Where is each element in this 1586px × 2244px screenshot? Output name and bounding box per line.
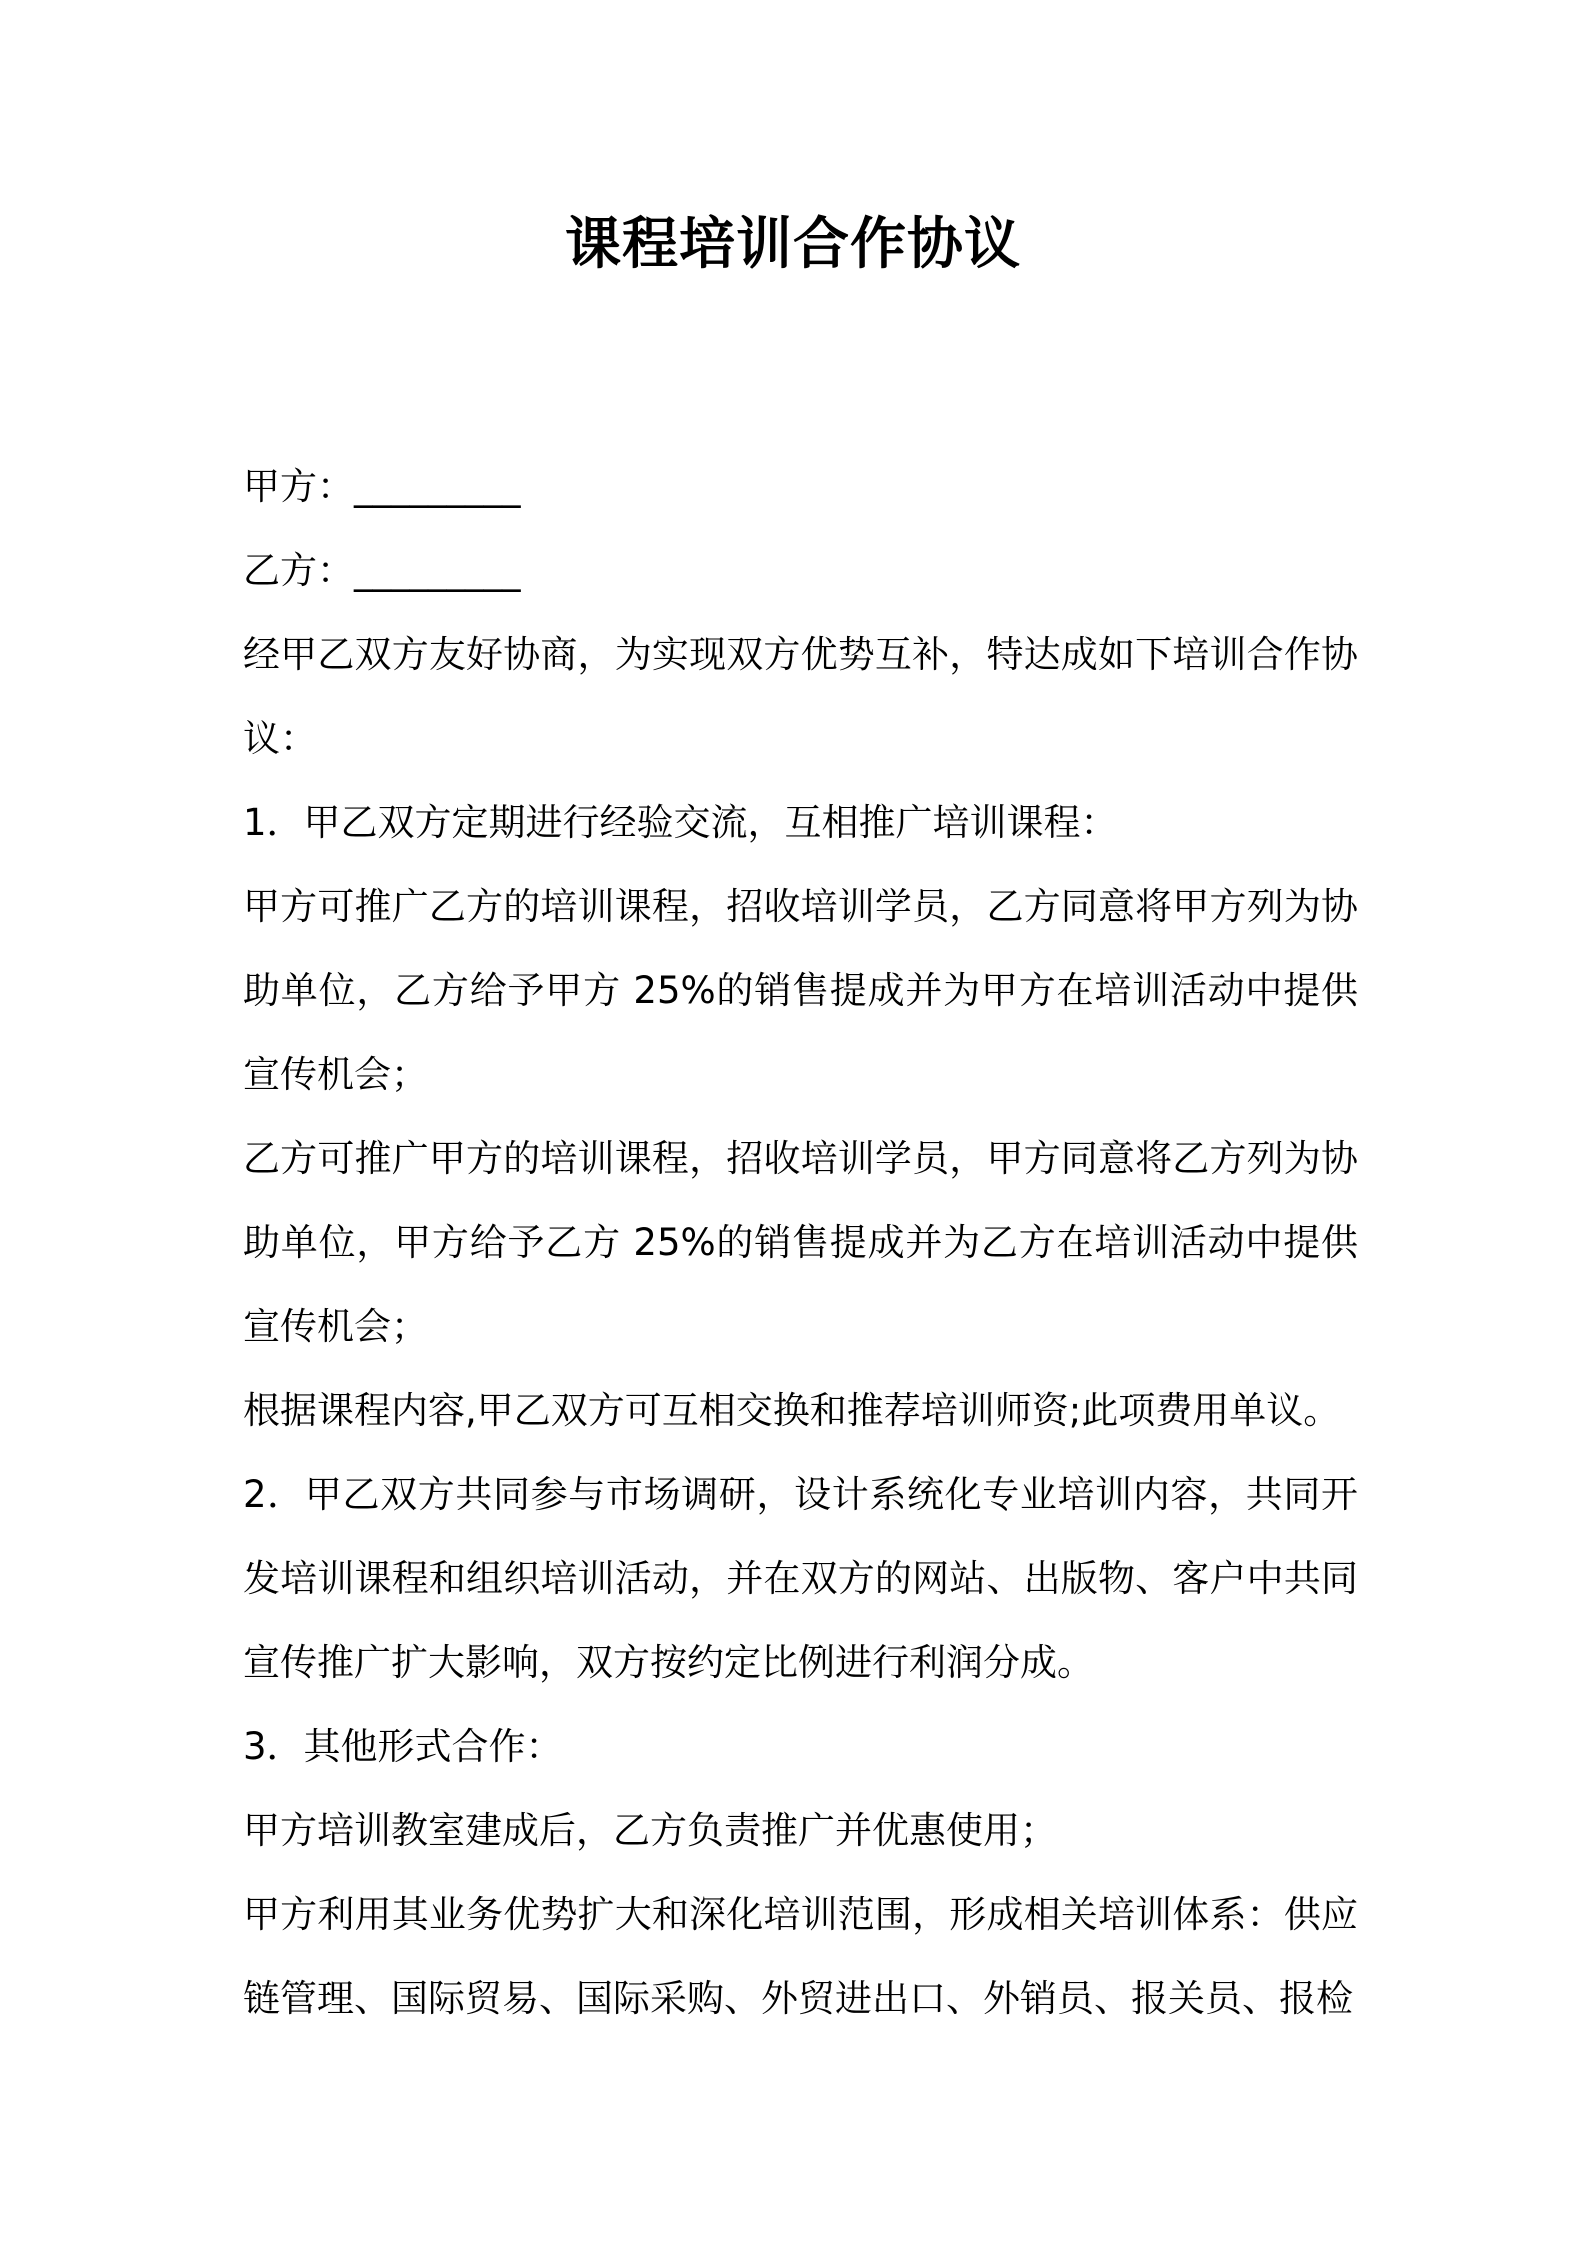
clause-3-heading: 3．其他形式合作： bbox=[243, 1725, 563, 1768]
party-a-line: 甲方：_________ bbox=[243, 465, 521, 508]
clause-1-party-a: 甲方可推广乙方的培训课程，招收培训学员，乙方同意将甲方列为协助单位，乙方给予甲方 25%的销售提成并为甲方在培训活动中提供宣传机会； bbox=[243, 885, 1358, 1096]
clause-1-instructors: 根据课程内容,甲乙双方可互相交换和推荐培训师资;此项费用单议。 bbox=[243, 1389, 1341, 1432]
document-title: 课程培训合作协议 bbox=[565, 212, 1021, 277]
document-body bbox=[243, 445, 1358, 2041]
clause-1-heading: 1．甲乙双方定期进行经验交流，互相推广培训课程： bbox=[243, 801, 1118, 844]
intro-paragraph: 经甲乙双方友好协商，为实现双方优势互补，特达成如下培训合作协议： bbox=[243, 633, 1358, 760]
party-b-line: 乙方：_________ bbox=[243, 549, 521, 592]
clause-2-paragraph: 2．甲乙双方共同参与市场调研，设计系统化专业培训内容，共同开发培训课程和组织培训活动，并在双方的网站、出版物、客户中共同宣传推广扩大影响，双方按约定比例进行利润分成。 bbox=[243, 1473, 1358, 1684]
clause-1-party-b: 乙方可推广甲方的培训课程，招收培训学员，甲方同意将乙方列为协助单位，甲方给予乙方 25%的销售提成并为乙方在培训活动中提供宣传机会； bbox=[243, 1137, 1358, 1348]
clause-3-training-system: 甲方利用其业务优势扩大和深化培训范围，形成相关培训体系：供应链管理、国际贸易、国际采购、外贸进出口、外销员、报关员、报检 bbox=[243, 1893, 1358, 2020]
clause-3-classroom: 甲方培训教室建成后，乙方负责推广并优惠使用； bbox=[243, 1809, 1057, 1852]
